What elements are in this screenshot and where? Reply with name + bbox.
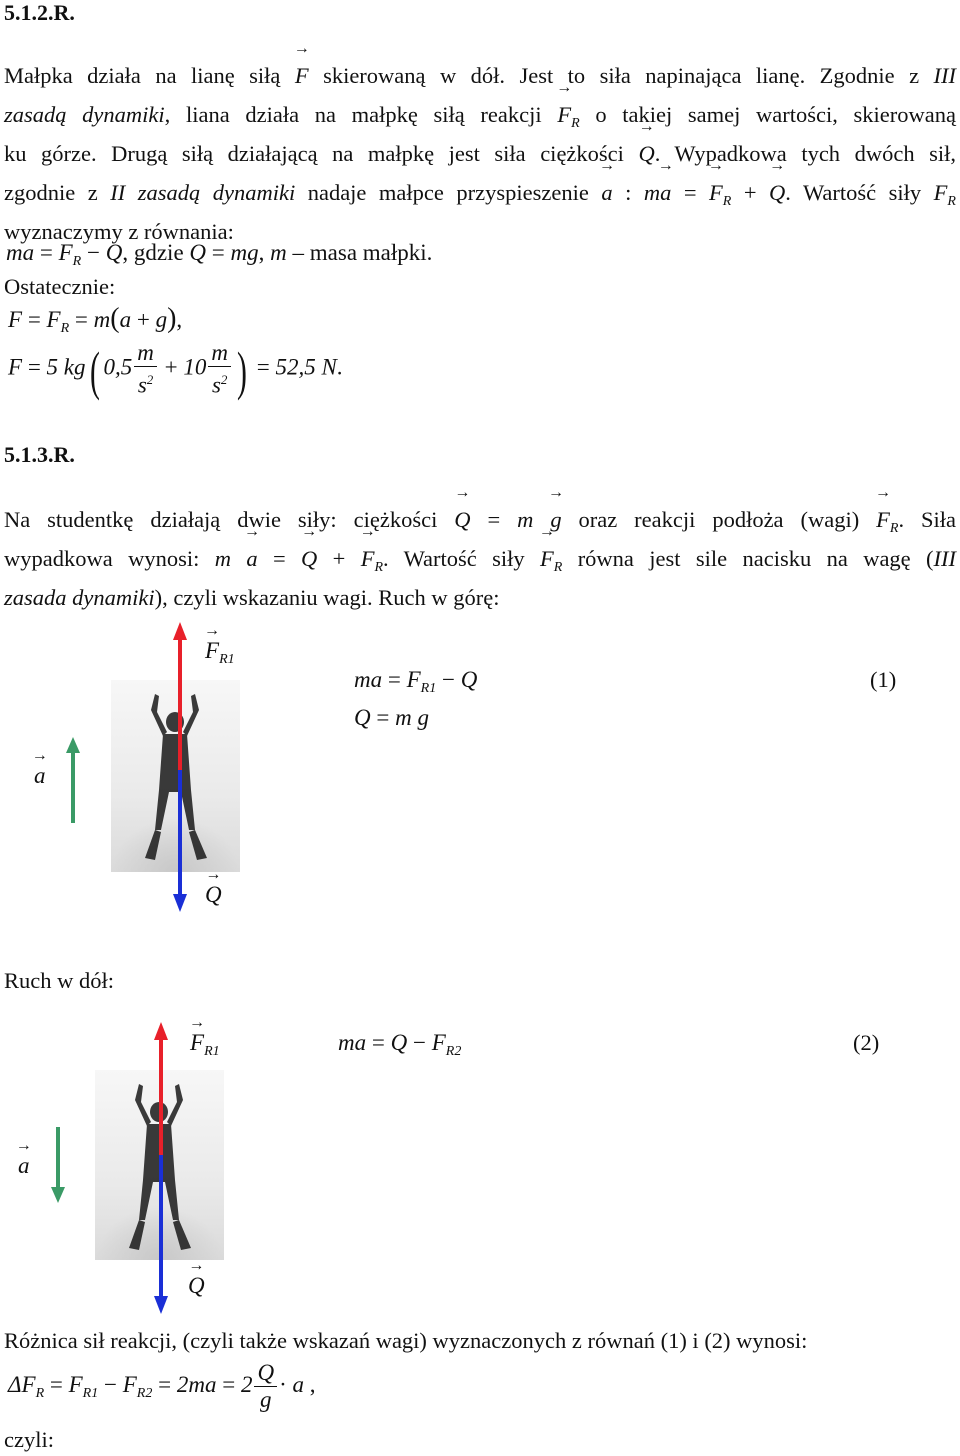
figure-down: [0, 1020, 960, 1320]
weight-arrow-head: [173, 894, 187, 912]
acceleration-arrow-up: [60, 735, 86, 825]
equation-final-symbolic: $F = F_R = m(a + g)$,: [8, 303, 183, 336]
weight-arrow-head: [154, 1296, 168, 1314]
equation-q-mg: Q = m g: [354, 705, 429, 730]
czyli-label: czyli:: [4, 1427, 54, 1452]
line: zasada dynamiki), czyli wskazaniu wagi. Ruch w górę:: [4, 585, 500, 610]
line: Małpka działa na lianę siłą → F skierowaną w dół. Jest to siła napinająca lianę. Zgodnie z III: [4, 56, 956, 95]
section-heading-512: 5.1.2.R.: [4, 0, 75, 25]
figure-up: [0, 620, 960, 920]
fraction: $\frac{m}{s^2}$: [208, 340, 231, 399]
paragraph-512: [4, 56, 956, 251]
equation-2: ma = $Q - F_{R2}$: [338, 1030, 462, 1059]
line: wypadkowa wynosi: m → a = → Q + → $F_R$. Wartość siły → $F_R$ równa jest sile nacisku na wagę (III: [4, 539, 956, 578]
line: ku górze. Drugą siłą działającą na małpkę jest siła ciężkości → Q. Wypadkowa tych dwóch sił,: [4, 134, 956, 173]
reaction-arrow-head: [154, 1022, 168, 1040]
weight-label: → Q: [205, 882, 222, 908]
accel-label: → a: [34, 763, 46, 789]
section-heading-513: 5.1.3.R.: [4, 442, 75, 467]
line: Na studentkę działają dwie siły: ciężkości → Q = m → g oraz reakcji podłoża (wagi) → $F_R$. Siła: [4, 500, 956, 539]
ruch-w-dol-label: Ruch w dół:: [4, 968, 114, 993]
ostatecznie-label: Ostatecznie:: [4, 274, 116, 299]
force-arrows: [165, 620, 195, 920]
reaction-arrow-head: [173, 622, 187, 640]
equation-number-2: (2): [853, 1030, 880, 1055]
equation-number-1: (1): [870, 667, 897, 692]
equation-delta-f: $\Delta F_R = F_{R1} - F_{R2} = 2ma = 2$ $\frac{Q}{g}$ · a ,: [8, 1360, 316, 1412]
paragraph-513: [4, 500, 956, 617]
equation-ma-fr-q: ma = $F_R - Q$, gdzie Q = mg, m – masa małpki.: [6, 240, 433, 269]
equation-1: ma = $F_{R1} - Q$: [354, 667, 478, 696]
weight-label: → Q: [188, 1273, 205, 1299]
reaction-label: → $F_{R1}$: [205, 638, 235, 664]
fraction: $\frac{Q}{g}$: [254, 1360, 277, 1413]
line: wyznaczymy z równania:: [4, 219, 234, 244]
equation-final-numeric: F = 5 kg( 0,5 $\frac{m}{s^2}$ + 10 $\frac{m}{s^2}$ ) = 52,5 N.: [8, 340, 343, 401]
reaction-label: → $F_{R1}$: [190, 1030, 220, 1056]
force-arrows: [146, 1020, 176, 1320]
line: zasadą dynamiki, liana działa na małpkę siłą reakcji → $F_R$ o takiej samej wartości, skierowaną: [4, 95, 956, 134]
acceleration-arrow-down: [45, 1125, 71, 1205]
accel-label: → a: [18, 1153, 30, 1179]
line: zgodnie z II zasadą dynamiki nadaje małpce przyspieszenie → a : m→ a = → $F_R$ + → Q. Wartość siły $F_R$: [4, 173, 956, 212]
fraction: $\frac{m}{s^2}$: [134, 340, 157, 399]
difference-text: Różnica sił reakcji, (czyli także wskazań wagi) wyznaczonych z równań (1) i (2) wynosi:: [4, 1328, 808, 1353]
